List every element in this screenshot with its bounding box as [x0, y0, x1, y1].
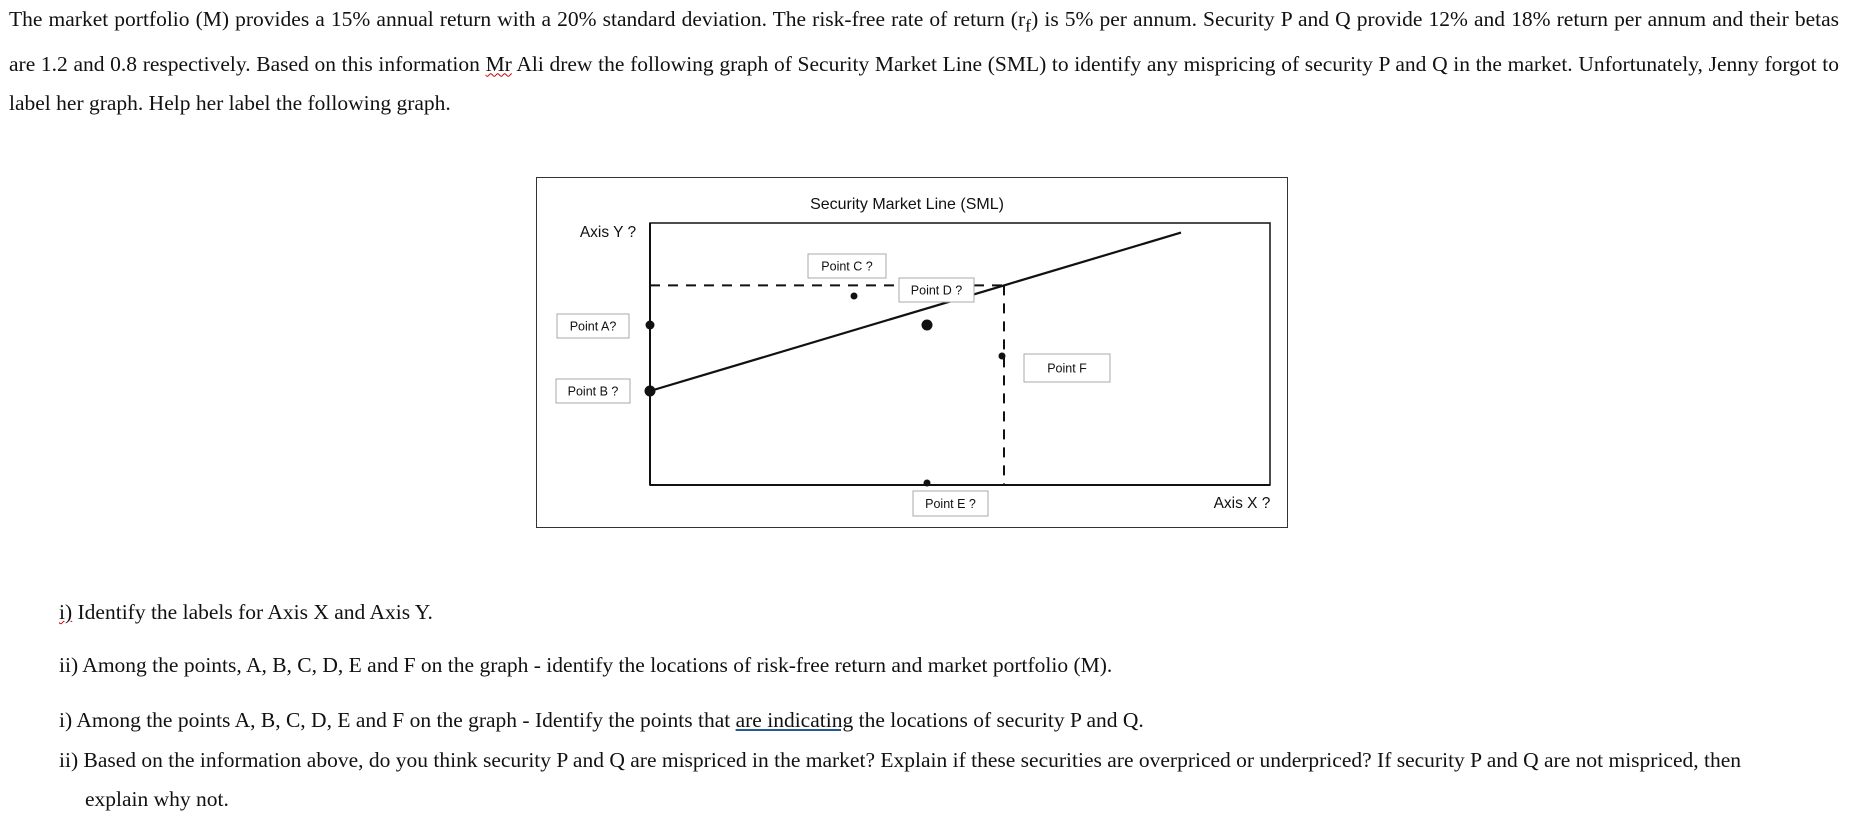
point-e-label: Point E ? — [925, 497, 976, 511]
sml-figure — [536, 177, 1288, 528]
question-4-number: ii) — [59, 748, 79, 772]
question-3-underlined: are indicating — [735, 708, 854, 732]
intro-text-2: ) is 5% per annum. Security P and Q provide 12% and 18% return per annum and their betas are 1.2 and 0.8 respectively. Based on this information — [9, 7, 1840, 77]
point-c-marker — [851, 293, 858, 300]
question-3 — [59, 705, 1144, 735]
question-1-text: Identify the labels for Axis X and Axis Y. — [72, 600, 433, 624]
question-3-text-end: the locations of security P and Q. — [853, 708, 1144, 732]
question-4 — [59, 745, 1741, 775]
question-2-text: Among the points, A, B, C, D, E and F on the graph - identify the locations of risk-free return and market portfolio (M). — [78, 653, 1113, 677]
point-e-marker — [924, 480, 931, 487]
intro-text-1: The market portfolio (M) provides a 15% annual return with a 20% standard deviation. The risk-free rate of return (r — [9, 7, 1026, 31]
question-4-continuation: explain why not. — [85, 787, 229, 811]
question-2-number: ii) — [59, 653, 79, 677]
point-d-marker — [922, 320, 933, 331]
question-3-number: i) — [59, 708, 73, 732]
intro-name-misspelled: Mr — [485, 52, 512, 77]
risk-free-subscript: f — [1025, 15, 1032, 36]
x-axis-label: Axis X ? — [1213, 495, 1271, 512]
question-1-number: i) — [59, 600, 73, 624]
intro-text-3: Ali drew the following graph of Security Market Line (SML) to identify any mispricing of security P and Q in the market. Unfortunately, Jenny forgot to label her graph. Help her label the following graph. — [9, 52, 1839, 116]
point-a-marker — [646, 321, 655, 330]
plot-layer — [556, 223, 1270, 516]
point-d-label: Point D ? — [910, 283, 963, 298]
y-axis-label: Axis Y ? — [579, 224, 637, 241]
point-a-label: Point A? — [569, 319, 617, 334]
question-3-text: Among the points A, B, C, D, E and F on the graph - Identify the points that — [72, 708, 736, 732]
question-1 — [59, 597, 433, 627]
point-f-marker — [999, 353, 1006, 360]
question-4-text: Based on the information above, do you think security P and Q are mispriced in the market? Explain if these securities are overpriced or underpriced? If security P and Q are not mispriced, then — [78, 748, 1742, 772]
question-2 — [59, 650, 1112, 680]
point-f-label: Point F — [1047, 361, 1087, 376]
point-b-marker — [645, 386, 656, 397]
intro-paragraph — [9, 0, 1839, 123]
point-c-label: Point C ? — [821, 259, 873, 274]
sml-chart — [537, 178, 1289, 529]
plot-area — [650, 223, 1270, 485]
chart-title: Security Market Line (SML) — [810, 196, 1004, 213]
point-b-label: Point B ? — [567, 384, 619, 399]
